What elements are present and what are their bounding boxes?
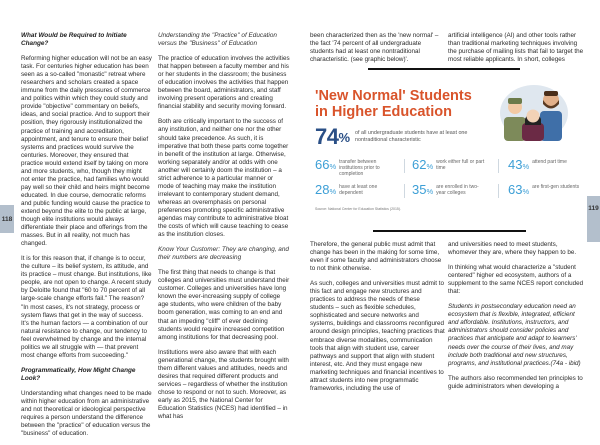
stat-label: attend part time: [532, 159, 567, 165]
page-number: 119: [588, 205, 599, 212]
block-quote: Students in postsecondary education need an ecosystem that is flexible, integrated, efficient and affordable. Institutions, instructors, and administrators should consider policies and practices that anticipate and adapt to learners' needs over the course of their lives, and may include both traditional and new structures, programs, and institutional practices.(74a - ibid): [448, 303, 581, 367]
stat-item: [508, 183, 584, 196]
paragraph: Both are critically important to the success of any institution, and neither one nor the other should take precedence. As such, it is imperative that both these parts come together in benefit of the institution at large. Otherwise, working separately and/or at odds with one another will certainly doom the institution – a strict adherence to a particular manner or mode of teaching may make the institution irrelevant to contemporary student demand, whereas an overemphasis on personal preferences promoting specific administrative agendas may contribute to administrative bloat the costs of which will cause teaching to cease as the institution closes.: [158, 118, 289, 239]
stat-unit: %: [329, 162, 337, 171]
headline-unit: %: [338, 129, 351, 145]
stat-value: 28: [315, 182, 330, 197]
stat-item: [315, 158, 391, 177]
stat-separator: [498, 159, 499, 173]
right-top-column-1: [310, 32, 442, 71]
headline-value: 74: [315, 124, 339, 149]
stat-item: [315, 183, 391, 196]
stat-label: have at least one dependent: [339, 184, 378, 196]
page-number-tab-left: [0, 205, 14, 233]
paragraph: The practice of education involves the activities that happen between a faculty member and his or her students in the classroom; the business of education involves the activities that happen between the board, administrators, and staff involving present operations and creating financial stability and security moving forward.: [158, 55, 290, 111]
section-heading: What Would be Required to Initiate Change?: [21, 32, 127, 48]
headline-text: of all undergraduate students have at least one nontraditional characteristic: [355, 130, 468, 143]
infographic: [305, 80, 590, 220]
infographic-title: [315, 88, 472, 120]
stat-label: are enrolled in two-year colleges: [436, 184, 479, 196]
paragraph: been characterized then as the 'new normal' – the fact '74 percent of all undergraduate students had at least one nontraditional characteristic. (see graphic below)'.: [310, 32, 439, 64]
infographic-source: Source: National Center for Education Statistics (2015).: [315, 207, 401, 211]
right-column-2: [448, 241, 586, 398]
divider-rule-bottom: [373, 230, 526, 232]
right-top-column-2: [448, 32, 584, 71]
stat-separator: [498, 184, 499, 198]
divider-rule-top: [368, 68, 520, 70]
left-column-2: [158, 32, 290, 428]
stat-unit: %: [329, 187, 337, 196]
stat-separator: [404, 159, 405, 173]
stat-value: 66: [315, 157, 330, 172]
paragraph: It is for this reason that, if change is to occur, the culture – its belief system, its attitude, and its practice – must change. But institutions, like people, are not open to change. A recent study by Deloitte found that "60 to 70 percent of all large-scale change efforts fail." The reason? "In most cases, it's not strategy, process or system flaws that get in the way of success. It's the human factors — a combination of our natural resistance to change, our tendency to feel overwhelmed by change and the internal politics we all struggle with — that prevent most change efforts from succeeding.": [21, 255, 152, 359]
section-heading: Understanding the "Practice" of Education versus the "Business" of Education: [158, 32, 277, 48]
paragraph: Institutions were also aware that with each generational change, the students brought with them different values and attitudes, needs and desires that required different products and services – regardless of whether the institution chose to respond or not to such. Moreover, as early as 2015, the National Center for Education Statistics (NCES) had identified – in what has: [158, 348, 289, 421]
stat-value: 35: [412, 182, 427, 197]
headline-stat: [315, 124, 485, 150]
paragraph: Reforming higher education will not be an easy task. For centuries higher education has been seen as a so-called "monastic" retreat where researchers and scholars created a space immune from the daily pressures of commerce and politics within which they could study and provide "objective" commentary on beliefs, ideas, and social practice. And to support their position, they rigorously institutionalized the practice of training and accreditation, appointment, and tenure to ensure their belief systems and practices would survive the centuries. Moreover, they ensured that practice would extend itself by taking on more and more students, who, though they might not enter the practice, had families who would pay well so their child and heirs might become educated. In due course, democratic reforms and public funding would cause the practice to extend beyond the elite to the public at large, though elite institutions would always differentiate their place and offerings from the masses. But in all reality, not much has changed.: [21, 55, 152, 248]
stat-label: work either full or part time: [436, 159, 485, 171]
stat-item: [508, 158, 584, 171]
section-heading: Programmatically, How Might Change Look?: [21, 366, 136, 382]
paragraph: Understanding what changes need to be made within higher education from an administrative and not theoretical or ideological perspective requires a person understand the difference between the "practice" of education versus the "business" of education.: [21, 389, 152, 438]
paragraph: In thinking what would characterize a "student centered" higher ed ecosystem, authors of a supplement to the same NCES report concluded that:: [448, 264, 584, 296]
stat-value: 63: [508, 182, 523, 197]
paragraph: As such, colleges and universities must admit to this fact and engage new structures and practices to address the needs of these students – such as flexible schedules, sophisticated and secure networks and systems, buildings and classrooms reconfigured around design principles, teaching practices that embrace diverse modalities, communication tools that align with student use, career pathways and support that align with student interest, etc. And they must engage new marketing techniques and financial incentives to attract students into new programmatic frameworks, including the use of: [310, 280, 445, 392]
stat-label: are first-gen students: [532, 184, 580, 190]
section-heading: Know Your Customer: They are changing, and their numbers are decreasing: [158, 246, 289, 262]
paragraph: and universities need to meet students, whomever they are, where they happen to be.: [448, 241, 577, 257]
stat-unit: %: [426, 187, 434, 196]
right-column-1: [310, 241, 445, 400]
title-line: 'New Normal' Students: [315, 88, 472, 104]
students-illustration-icon: [498, 83, 570, 143]
paragraph: The authors also recommended ten principles to guide administrators when developing a: [448, 374, 583, 390]
paragraph: The first thing that needs to change is that colleges and universities must understand their customer. Colleges and universities have long known the ever-increasing supply of college age students, who were children of the baby boom generation, was coming to an end and that an impeding "cliff" of ever declining students would require increased competition among institutions for that decreasing pool.: [158, 269, 290, 341]
stat-separator: [404, 184, 405, 198]
stat-unit: %: [522, 162, 530, 171]
stat-value: 43: [508, 157, 523, 172]
left-column-1: [21, 32, 152, 445]
title-line: in Higher Education: [315, 104, 452, 120]
page-number: 118: [1, 215, 13, 223]
stat-unit: %: [426, 162, 434, 171]
stat-item: [412, 158, 488, 171]
stat-label: transfer between institutions prior to completion: [339, 159, 380, 177]
paragraph: artificial intelligence (AI) and other tools rather than traditional marketing techniques involving the purchase of mailing lists that fail to target the most reliable applicants. In short, colleges: [448, 32, 584, 64]
paragraph: Therefore, the general public must admit that change has been in the making for some time, even if some faculty and administrators choose to not think otherwise.: [310, 241, 442, 273]
stat-item: [412, 183, 488, 196]
stat-unit: %: [522, 187, 530, 196]
stat-value: 62: [412, 157, 427, 172]
page-number-tab-right: [587, 196, 600, 242]
